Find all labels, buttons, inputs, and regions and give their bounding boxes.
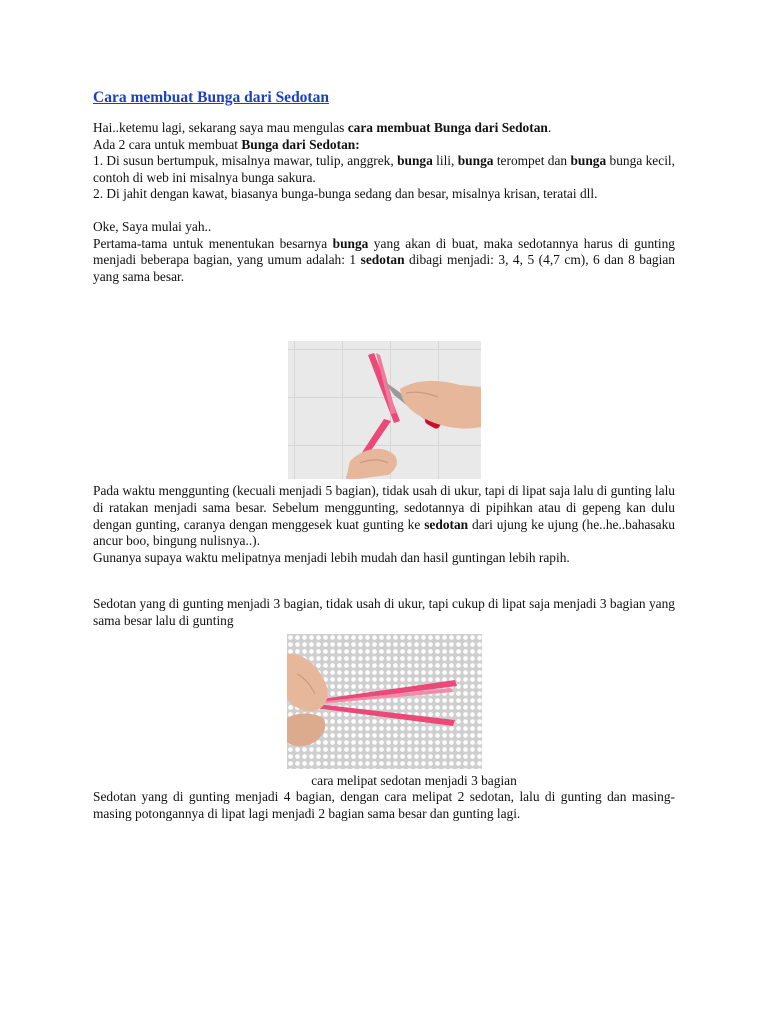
straw-folding-illustration	[287, 634, 482, 769]
intro-text: .	[547, 120, 552, 135]
start-paragraph: Oke, Saya mulai yah..	[93, 218, 212, 234]
finger-bottom	[287, 713, 325, 746]
body-text: dibagi menjadi: 3, 4, 5 (4,7 cm), 6 dan 8 bagian yang sama besar.	[93, 252, 675, 284]
three-parts-paragraph: Sedotan yang di gunting menjadi 3 bagian, tidak usah di ukur, tapi cukup di lipat saja menjadi 3 bagian yang sama besar lalu di gunting	[93, 596, 675, 628]
keyword-sedotan: sedotan	[360, 252, 405, 268]
cutting-tips-paragraph	[93, 483, 675, 549]
folded-straw-bottom	[315, 704, 455, 726]
article-title[interactable]: Cara membuat Bunga dari Sedotan	[93, 89, 329, 106]
intro-bold: cara membuat Bunga dari Sedotan	[347, 120, 548, 135]
purpose-paragraph: Gunanya supaya waktu melipatnya menjadi lebih mudah dan hasil guntingan lebih rapih.	[93, 549, 570, 565]
method-1-paragraph	[93, 153, 675, 186]
intro-text: terompet dan	[493, 153, 571, 169]
intro-text: Ada 2 cara untuk membuat	[93, 136, 242, 152]
figure-folding	[93, 634, 675, 769]
cutting-sizes-paragraph	[93, 236, 675, 286]
document-page	[93, 88, 675, 822]
hand-upper	[400, 381, 481, 429]
method-2-paragraph: 2. Di jahit dengan kawat, biasanya bunga-bunga sedang dan besar, misalnya krisan, teratai dll.	[93, 186, 598, 202]
figure-caption: cara melipat sedotan menjadi 3 bagian	[311, 772, 517, 788]
figure-cutting	[93, 341, 675, 479]
spacer	[93, 203, 675, 219]
photo-folding-straw	[287, 634, 482, 769]
photo-cutting-straw	[288, 341, 481, 479]
intro-text: Hai..ketemu lagi, sekarang saya mau mengulas	[93, 120, 348, 135]
four-parts-paragraph: Sedotan yang di gunting menjadi 4 bagian, dengan cara melipat 2 sedotan, lalu di gunting dan masing-masing potongannya di lipat lagi menjadi 2 bagian sama besar dan gunting lagi.	[93, 789, 675, 821]
intro-paragraph-1	[93, 120, 675, 137]
straw-cutting-illustration	[288, 341, 481, 479]
intro-text: lili,	[432, 153, 458, 169]
body-text: yang akan di buat, maka sedotannya harus di gunting menjadi beberapa bagian, yang umum adalah: 1	[93, 235, 676, 268]
body-text: Pada waktu menggunting (kecuali menjadi 5 bagian), tidak usah di ukur, tapi di lipat saja lalu di gunting lalu di ratakan menjadi sama besar. Sebelum menggunting, sedotannya di pipihkan atau di gepeng kan dulu dengan gunting, caranya dengan menggesek kuat gunting ke	[93, 483, 675, 532]
intro-text: bunga kecil, contoh di web ini misalnya bunga sakura.	[93, 153, 675, 185]
keyword-bunga: bunga	[397, 153, 433, 169]
intro-paragraph-2	[93, 137, 675, 154]
keyword-bunga: bunga	[457, 153, 494, 169]
body-text: dari ujung ke ujung (he..he..bahasaku ancur boo, bingung nulisnya..).	[93, 516, 675, 549]
spacer	[93, 566, 675, 596]
body-text: Pertama-tama untuk menentukan besarnya	[93, 235, 333, 251]
keyword-sedotan: sedotan	[424, 516, 469, 532]
keyword-bunga: bunga	[332, 235, 369, 251]
hand-lower	[346, 449, 397, 479]
spacer	[93, 285, 675, 341]
keyword-bunga: bunga	[570, 153, 607, 169]
intro-text: 1. Di susun bertumpuk, misalnya mawar, tulip, anggrek,	[93, 153, 398, 169]
intro-bold: Bunga dari Sedotan:	[241, 136, 360, 152]
